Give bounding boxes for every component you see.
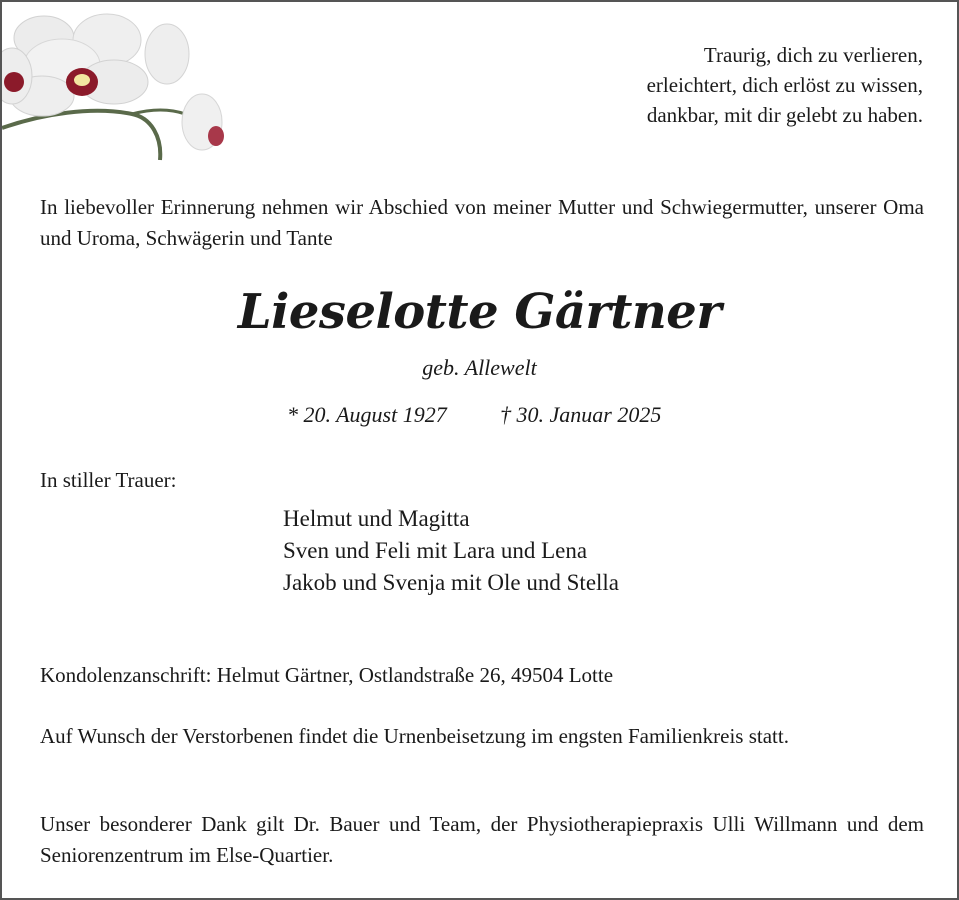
- motto-line: dankbar, mit dir gelebt zu haben.: [646, 103, 923, 127]
- deceased-name: Lieselotte Gärtner: [237, 284, 722, 340]
- motto-poem: [647, 40, 923, 130]
- mourner-entry: Sven und Feli mit Lara und Lena: [283, 538, 588, 563]
- mourner-entry: Jakob und Svenja mit Ole und Stella: [283, 570, 620, 595]
- orchid-flower-image: [2, 10, 247, 170]
- birth-date: * 20. August 1927: [287, 402, 447, 427]
- condolence-address: Kondolenzanschrift: Helmut Gärtner, Ostlandstraße 26, 49504 Lotte: [40, 663, 614, 687]
- mourning-label: In stiller Trauer:: [40, 468, 177, 492]
- motto-line: erleichtert, dich erlöst zu wissen,: [646, 73, 923, 97]
- thanks-note: Unser besonderer Dank gilt Dr. Bauer und Team, der Physiotherapiepraxis Ulli Willmann und dem Seniorenzentrum im Else-Quartier.: [40, 812, 924, 867]
- motto-line: Traurig, dich zu verlieren,: [703, 43, 923, 67]
- intro-text: In liebevoller Erinnerung nehmen wir Abschied von meiner Mutter und Schwiegermutter, unserer Oma und Uroma, Schwägerin und Tante: [40, 195, 924, 250]
- maiden-name: geb. Allewelt: [422, 355, 537, 380]
- death-date: † 30. Januar 2025: [500, 402, 662, 427]
- burial-note: Auf Wunsch der Verstorbenen findet die Urnenbeisetzung im engsten Familienkreis statt.: [40, 724, 789, 748]
- mourner-entry: Helmut und Magitta: [283, 506, 470, 531]
- mourners-list: [283, 503, 619, 599]
